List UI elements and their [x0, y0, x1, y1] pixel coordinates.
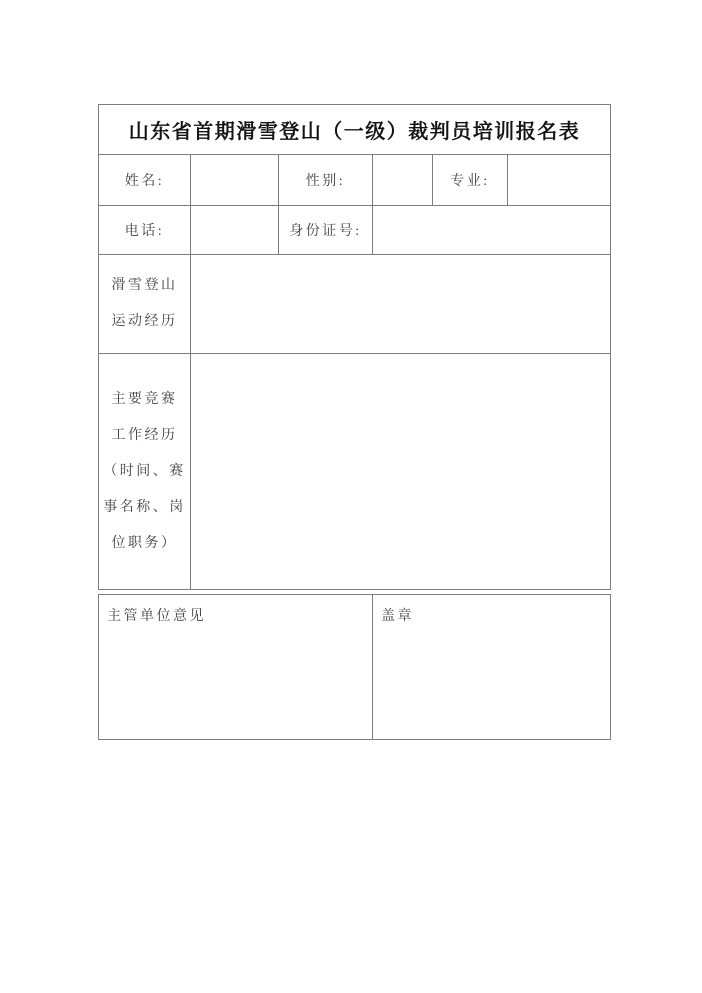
- name-value-cell: [191, 155, 279, 206]
- major-value-cell: [508, 155, 611, 206]
- ski-experience-label-line2: 运动经历: [111, 314, 178, 329]
- contact-info-row: [99, 206, 611, 255]
- seal-cell: [373, 595, 611, 740]
- title-row: [99, 105, 611, 155]
- form-title: 山东省首期滑雪登山（一级）裁判员培训报名表: [99, 105, 611, 155]
- seal-label: 盖章: [381, 609, 414, 624]
- major-label: 专业:: [433, 155, 508, 206]
- id-number-value-cell: [373, 206, 611, 255]
- phone-label: 电话:: [99, 206, 191, 255]
- approval-row: [99, 595, 611, 740]
- competition-experience-row: [99, 354, 611, 590]
- gender-value-cell: [373, 155, 433, 206]
- supervisor-opinion-label: 主管单位意见: [107, 609, 206, 624]
- ski-experience-row: [99, 255, 611, 354]
- gender-label: 性别:: [279, 155, 373, 206]
- name-label: 姓名:: [99, 155, 191, 206]
- supervisor-opinion-cell: [99, 595, 373, 740]
- competition-experience-label-line5: 位职务）: [111, 535, 178, 551]
- competition-experience-label-line3: （时间、赛: [103, 463, 186, 479]
- ski-experience-label: [99, 255, 191, 354]
- competition-experience-label-line2: 工作经历: [111, 427, 178, 443]
- basic-info-row: [99, 155, 611, 206]
- competition-experience-label-line1: 主要竞赛: [111, 391, 178, 407]
- approval-table: [98, 594, 611, 740]
- ski-experience-value-cell: [191, 255, 611, 354]
- registration-form-table: [98, 104, 611, 590]
- id-number-label: 身份证号:: [279, 206, 373, 255]
- competition-experience-value-cell: [191, 354, 611, 590]
- ski-experience-label-line1: 滑雪登山: [111, 278, 178, 293]
- registration-form: [98, 104, 610, 740]
- competition-experience-label-line4: 事名称、岗: [103, 499, 186, 515]
- competition-experience-label: [99, 354, 191, 590]
- phone-value-cell: [191, 206, 279, 255]
